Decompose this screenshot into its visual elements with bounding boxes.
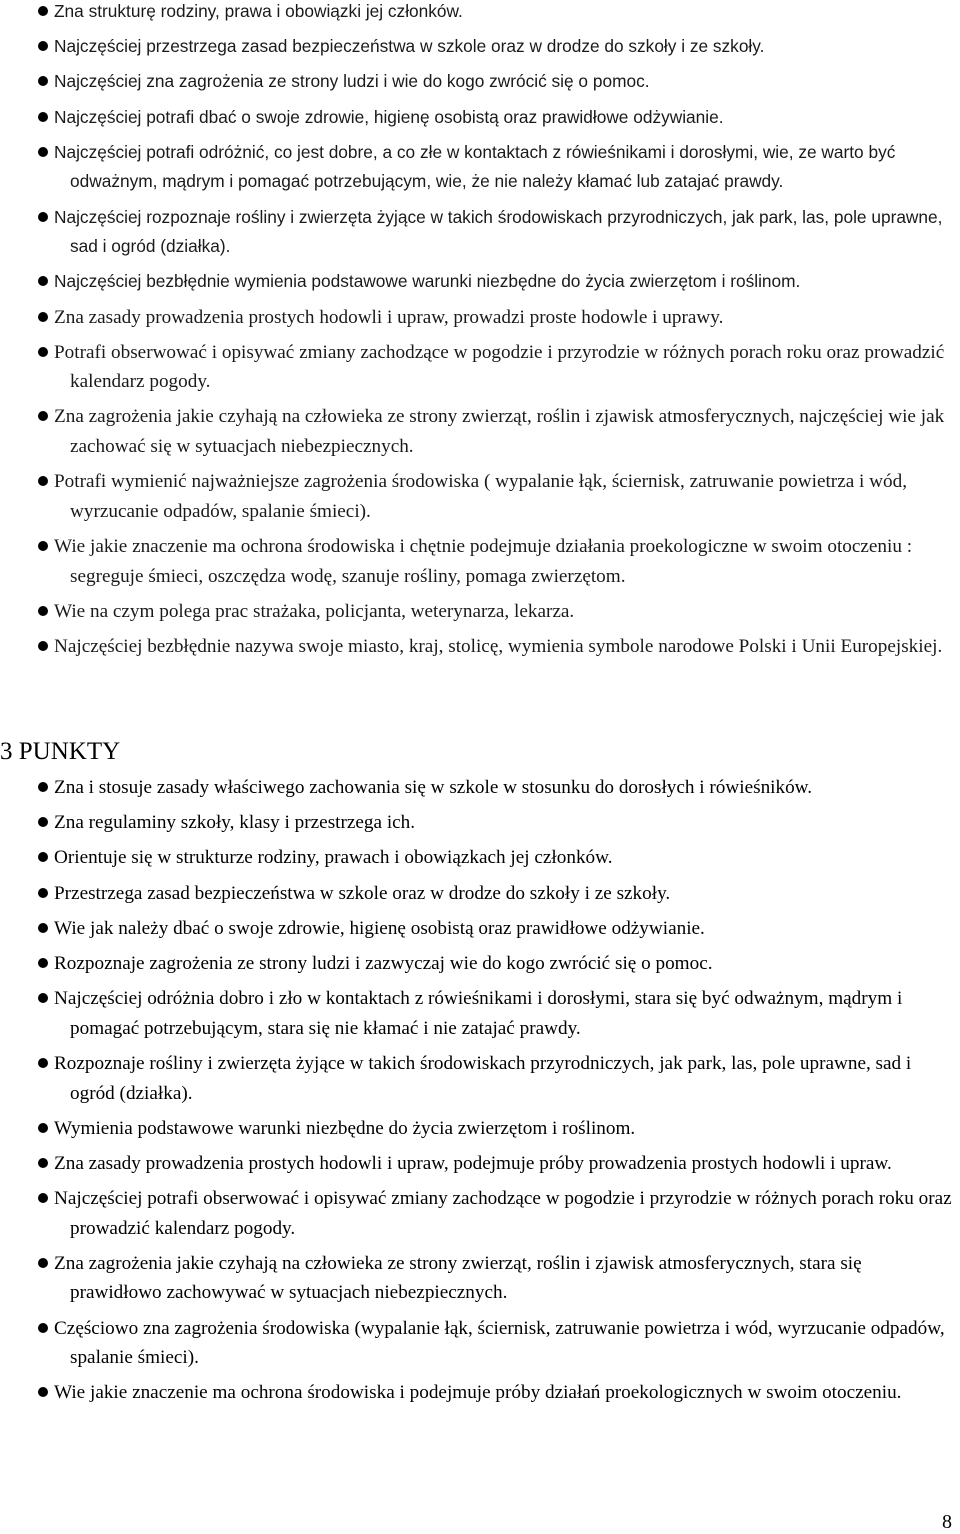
bullet-icon [38,782,48,792]
bullet-icon [38,112,48,122]
list-item-text: Najczęściej zna zagrożenia ze strony ludzi i wie do kogo zwrócić się o pomoc. [54,71,650,92]
list-item [0,914,960,944]
list-item [0,1114,960,1144]
list-item [0,1149,960,1179]
bullet-icon [38,541,48,551]
list-item-text: Najczęściej odróżnia dobro i zło w kontaktach z rówieśnikami i dorosłymi, stara się być odważnym, mądrym i pomagać potrzebującym, stara się nie kłamać i nie zatajać prawdy. [54,988,903,1039]
list-item [0,808,960,838]
list-item-text: Najczęściej bezbłędnie wymienia podstawowe warunki niezbędne do życia zwierzętom i roślinom. [54,271,801,292]
list-item [0,467,960,526]
bullet-icon [38,958,48,968]
list-item [0,338,960,397]
list-item-text: Częściowo zna zagrożenia środowiska (wypalanie łąk, ściernisk, zatruwanie powietrza i wód, wyrzucanie odpadów, spalanie śmieci). [54,1317,945,1369]
bullet-icon [38,347,48,357]
bullet-icon [38,817,48,827]
list-item [0,203,960,262]
bullet-icon [38,76,48,86]
list-item [0,0,960,27]
list-item [0,1378,960,1408]
bullet-icon [38,1158,48,1168]
list-item-text: Zna regulaminy szkoły, klasy i przestrzega ich. [54,812,416,834]
list-item [0,597,960,627]
list-item-text: Zna zagrożenia jakie czyhają na człowieka ze strony zwierząt, roślin i zjawisk atmosferycznych, stara się prawidłowo zachowywać w sytuacjach niebezpiecznych. [54,1252,862,1304]
list-item [0,1184,960,1243]
list-item-text: Wie jakie znaczenie ma ochrona środowiska i podejmuje próby działań proekologicznych w swoim otoczeniu. [54,1382,902,1404]
list-item [0,32,960,62]
bullet-icon [38,41,48,51]
bullet-icon [38,1058,48,1068]
list-item-text: Wie jakie znaczenie ma ochrona środowiska i chętnie podejmuje działania proekologiczne w swoim otoczeniu : segreguje śmieci, oszczędza wodę, szanuje rośliny, pomaga zwierzętom. [54,536,913,587]
bullet-icon [38,312,48,322]
list-item [0,1049,960,1108]
list-item [0,303,960,333]
list-item [0,949,960,979]
bullet-icon [38,1387,48,1397]
list-item [0,843,960,873]
list-item-text: Orientuje się w strukturze rodziny, prawach i obowiązkach jej członków. [54,847,613,869]
list-item [0,138,960,197]
list-item-text: Rozpoznaje rośliny i zwierzęta żyjące w takich środowiskach przyrodniczych, jak park, las, pole uprawne, sad i ogród (działka). [54,1052,912,1104]
list-item-text: Wie na czym polega prac strażaka, policjanta, weterynarza, lekarza. [54,600,575,622]
list-item [0,1249,960,1308]
criteria-list-upper [0,0,960,662]
list-item-text: Najczęściej rozpoznaje rośliny i zwierzęta żyjące w takich środowiskach przyrodniczych, jak park, las, pole uprawne, sad i ogród (działka). [54,206,943,257]
list-item-text: Najczęściej przestrzega zasad bezpieczeństwa w szkole oraz w drodze do szkoły i ze szkoły. [54,36,765,57]
list-item-text: Potrafi obserwować i opisywać zmiany zachodzące w pogodzie i przyrodzie w różnych porach roku oraz prowadzić kalendarz pogody. [54,341,945,393]
list-item [0,67,960,97]
list-item-text: Zna i stosuje zasady właściwego zachowania się w szkole w stosunku do dorosłych i rówieśników. [54,777,813,798]
list-item-text: Najczęściej potrafi obserwować i opisywać zmiany zachodzące w pogodzie i przyrodzie w różnych porach roku oraz prowadzić kalendarz pogody. [54,1188,952,1239]
list-item-text: Zna zasady prowadzenia prostych hodowli i upraw, podejmuje próby prowadzenia prostych hodowli i upraw. [54,1152,892,1174]
list-item [0,632,960,662]
bullet-icon [38,276,48,286]
bullet-icon [38,1193,48,1203]
list-item [0,267,960,297]
section-heading: 3 PUNKTY [0,738,121,765]
list-item-text: Przestrzega zasad bezpieczeństwa w szkole oraz w drodze do szkoły i ze szkoły. [54,882,671,904]
list-item-text: Wymienia podstawowe warunki niezbędne do życia zwierzętom i roślinom. [54,1117,636,1139]
bullet-icon [38,6,48,16]
list-item [0,402,960,461]
bullet-icon [38,476,48,486]
list-item-text: Zna zagrożenia jakie czyhają na człowieka ze strony zwierząt, roślin i zjawisk atmosferycznych, najczęściej wie jak zachować się w sytuacjach niebezpiecznych. [54,406,945,458]
bullet-icon [38,1323,48,1333]
bullet-icon [38,1123,48,1133]
criteria-list-3-points [0,773,960,1408]
list-item [0,773,960,803]
bullet-icon [38,993,48,1003]
list-item [0,879,960,909]
list-item [0,984,960,1043]
bullet-icon [38,852,48,862]
list-item [0,532,960,591]
bullet-icon [38,411,48,421]
page-number: 8 [942,1511,952,1533]
bullet-icon [38,1258,48,1268]
bullet-icon [38,641,48,651]
bullet-icon [38,923,48,933]
list-item-text: Zna zasady prowadzenia prostych hodowli i upraw, prowadzi proste hodowle i uprawy. [54,306,724,328]
list-item-text: Rozpoznaje zagrożenia ze strony ludzi i zazwyczaj wie do kogo zwrócić się o pomoc. [54,952,713,974]
list-item-text: Najczęściej potrafi odróżnić, co jest dobre, a co złe w kontaktach z rówieśnikami i dorosłymi, wie, ze warto być odważnym, mądrym i pomagać potrzebującym, wie, że nie należy kłamać lub zatajać prawdy. [54,141,896,192]
list-item-text: Wie jak należy dbać o swoje zdrowie, higienę osobistą oraz prawidłowe odżywianie. [54,917,705,939]
bullet-icon [38,888,48,898]
list-item [0,103,960,133]
list-item [0,1314,960,1373]
list-item-text: Najczęściej bezbłędnie nazywa swoje miasto, kraj, stolicę, wymienia symbole narodowe Polski i Unii Europejskiej. [54,636,943,657]
bullet-icon [38,606,48,616]
bullet-icon [38,147,48,157]
list-item-text: Zna strukturę rodziny, prawa i obowiązki jej członków. [54,1,463,21]
list-item-text: Potrafi wymienić najważniejsze zagrożenia środowiska ( wypalanie łąk, ściernisk, zatruwanie powietrza i wód, wyrzucanie odpadów, spalanie śmieci). [54,471,907,522]
list-item-text: Najczęściej potrafi dbać o swoje zdrowie, higienę osobistą oraz prawidłowe odżywianie. [54,106,724,127]
bullet-icon [38,212,48,222]
